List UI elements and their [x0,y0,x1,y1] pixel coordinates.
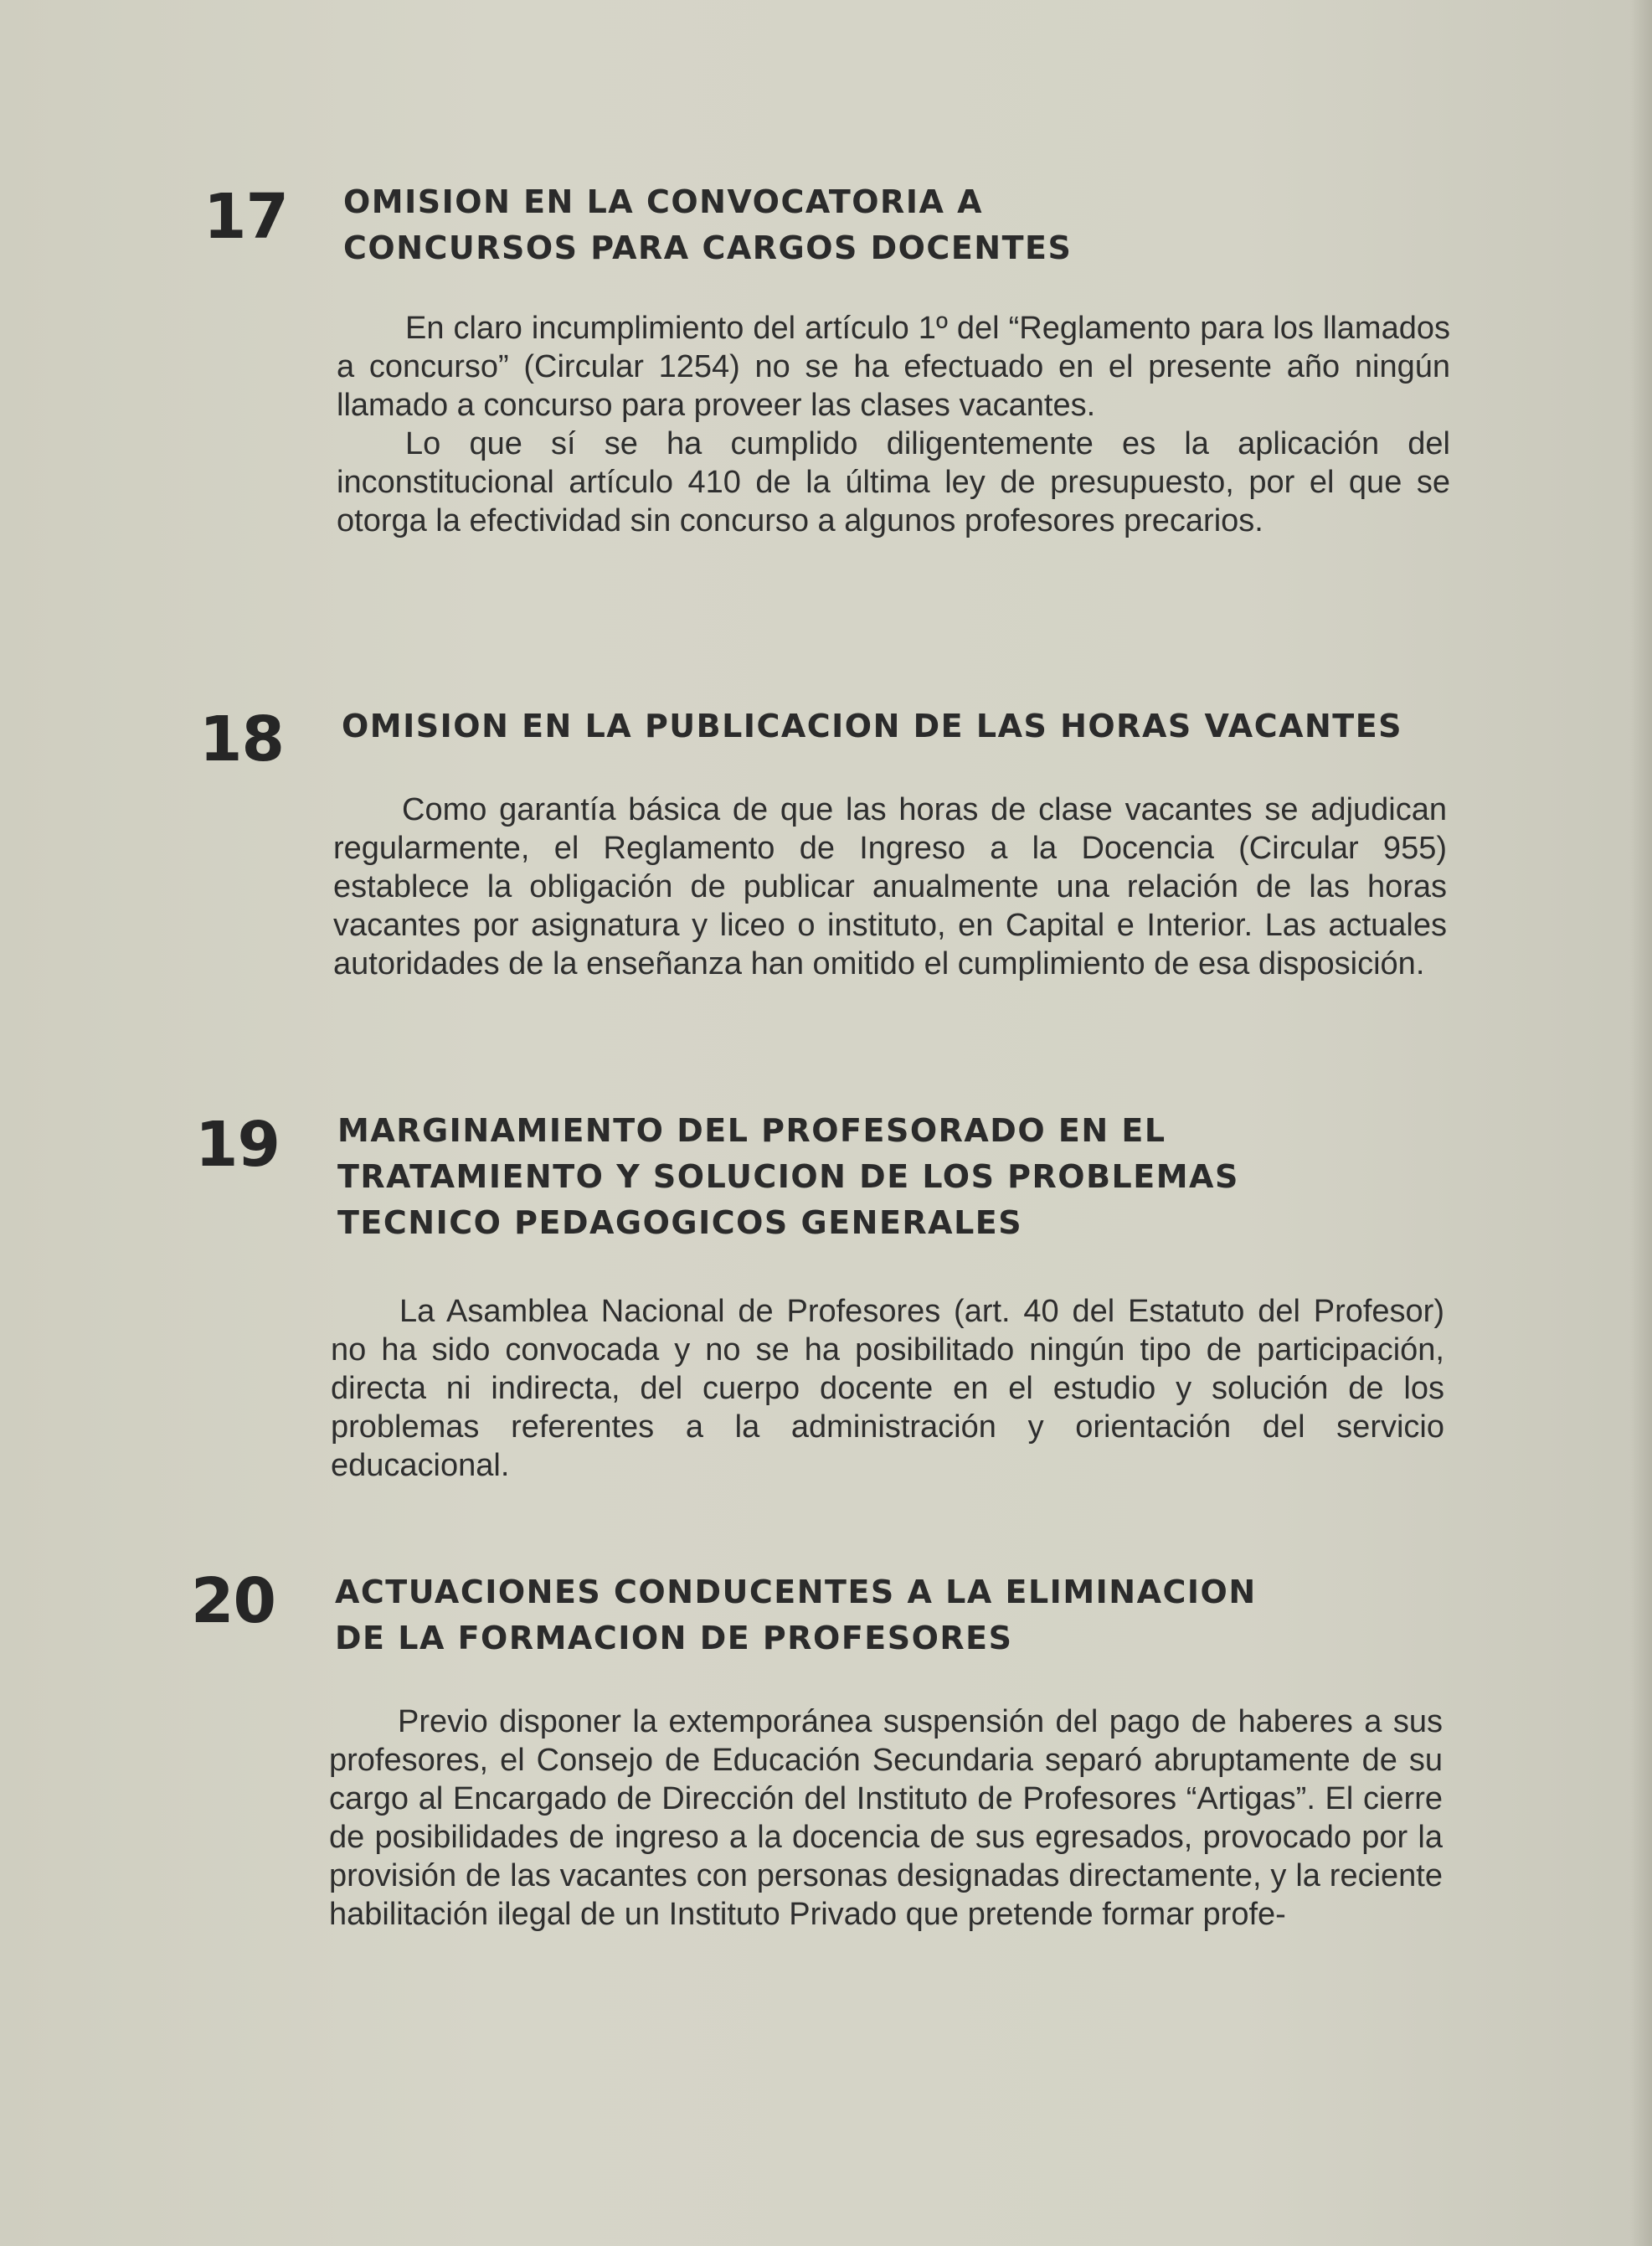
paragraph: Como garantía básica de que las horas de clase vacantes se adjudican regularmente, el Reglamento de Ingreso a la Docencia (Circular 955) establece la obligación de publicar anualmente una relación de las horas vacantes por asignatura y liceo o instituto, en Capital e Interior. Las actuales autoridades de la enseñanza han omitido el cumplimiento de esa disposición. [333,792,1447,981]
section-title-line: TRATAMIENTO Y SOLUCION DE LOS PROBLEMAS [337,1158,1239,1195]
section-body [329,1703,1443,1934]
paragraph: Previo disponer la extemporánea suspensión del pago de haberes a sus profesores, el Consejo de Educación Secundaria separó abruptamente de su cargo al Encargado de Dirección del Instituto de Profesores “Artigas”. El cierre de posibilidades de ingreso a la docencia de sus egresados, provocado por la provisión de las vacantes con personas designadas directamente, y la reciente habilitación ilegal de un Instituto Privado que pretende formar profe- [329,1704,1443,1932]
page-edge-shadow [1630,0,1652,2246]
section-body [331,1292,1444,1485]
paragraph: La Asamblea Nacional de Profesores (art. 40 del Estatuto del Profesor) no ha sido convocada y no se ha posibilitado ningún tipo de participación, directa ni indirecta, del cuerpo docente en el estudio y solución de los problemas referentes a la administración y orientación del servicio educacional. [331,1294,1444,1483]
paragraph: En claro incumplimiento del artículo 1º del “Reglamento para los llamados a concurso” (Circular 1254) no se ha efectuado en el presente año ningún llamado a concurso para proveer las clases vacantes. [337,311,1450,423]
section-title-line: OMISION EN LA CONVOCATORIA A [343,183,983,220]
section-title [343,179,1072,271]
section-title [337,1108,1239,1246]
section-title-line: TECNICO PEDAGOGICOS GENERALES [337,1204,1023,1241]
section-number: 17 [203,181,288,253]
section-number: 19 [195,1109,280,1181]
section-body [333,791,1447,983]
section-number: 18 [199,703,284,775]
section-title-line: CONCURSOS PARA CARGOS DOCENTES [343,229,1073,266]
section-title [335,1569,1257,1661]
section-title-line: ACTUACIONES CONDUCENTES A LA ELIMINACION [335,1574,1257,1610]
section-title-line: DE LA FORMACION DE PROFESORES [335,1620,1013,1656]
section-title-line: MARGINAMIENTO DEL PROFESORADO EN EL [337,1112,1166,1149]
section-number: 20 [191,1565,275,1637]
section-body [337,309,1450,540]
section-title [342,703,1402,750]
show-through-mark: ⠀ [1348,172,1399,247]
section-title-line: OMISION EN LA PUBLICACION DE LAS HORAS VACANTES [342,708,1403,744]
paragraph: Lo que sí se ha cumplido diligentemente es la aplicación del inconstitucional artículo 410 de la última ley de presupuesto, por el que se otorga la efectividad sin concurso a algunos profesores precarios. [337,426,1450,538]
